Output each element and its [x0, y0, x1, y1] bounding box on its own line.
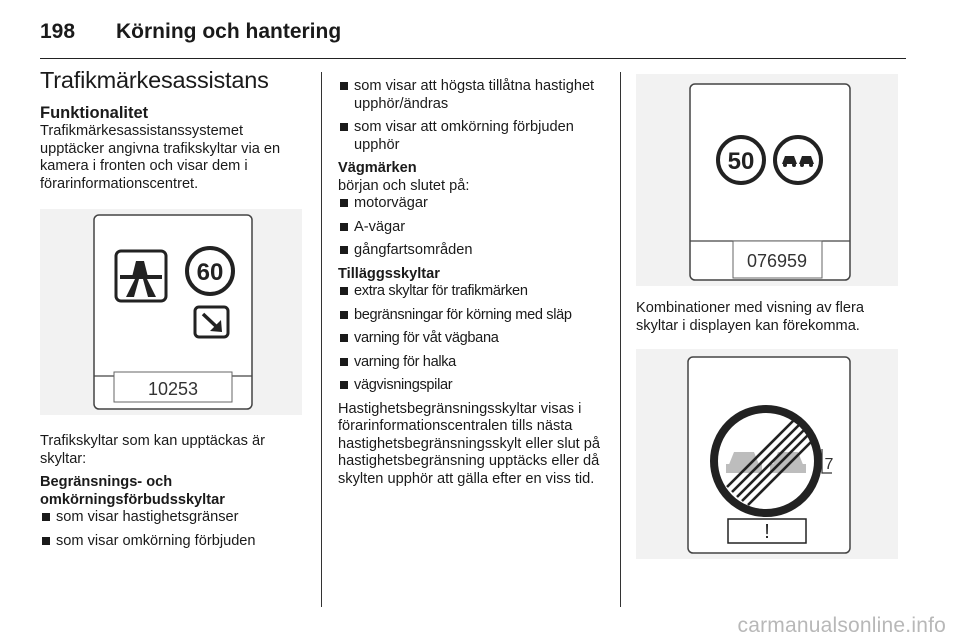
watermark-brand: carmanualsonline.info	[737, 614, 946, 637]
column-3	[636, 66, 898, 559]
motorway-sign-icon	[116, 251, 166, 301]
list-item: gångfartsområden	[338, 242, 604, 260]
subsection-heading: Funktionalitet	[40, 104, 149, 122]
direction-arrow-icon	[195, 307, 228, 337]
list-item: extra skyltar för trafikmärken	[338, 283, 604, 301]
column-divider	[321, 72, 322, 607]
odometer-value: 076959	[746, 251, 808, 271]
combination-paragraph: Kombinationer med visning av flera skyltar i displayen kan förekomma.	[636, 300, 864, 334]
warning-mark: !	[764, 521, 770, 543]
column-1	[40, 66, 302, 550]
display-illustration-motorway	[40, 209, 302, 415]
intro-paragraph: Trafikmärkesassistanssystemet upptäcker angivna trafikskyltar via en kamera i fronten och visar dem i förarinformationscentret.	[40, 123, 281, 192]
page-header	[40, 14, 906, 59]
extra-signs-label: Tilläggsskyltar	[338, 265, 440, 282]
list-item: varning för halka	[338, 354, 604, 372]
limit-signs-list-continued	[338, 78, 604, 154]
extra-signs-list	[338, 283, 604, 395]
list-item: som visar hastighetsgränser	[40, 509, 302, 527]
list-item: som visar att högsta tillåtna hastighet upphör/ändras	[338, 78, 604, 113]
limit-signs-list	[40, 509, 302, 550]
road-signs-text: början och slutet på:	[338, 177, 470, 194]
speed-limit-sign-icon	[187, 248, 233, 294]
end-of-no-overtaking-sign-icon	[714, 409, 818, 513]
detect-paragraph: Trafikskyltar som kan upptäckas är skyltar:	[40, 433, 265, 467]
road-signs-label: Vägmärken	[338, 160, 417, 176]
list-item: varning för våt vägbana	[338, 330, 604, 348]
road-signs-list	[338, 195, 604, 260]
no-overtaking-sign-icon	[775, 137, 821, 183]
display-illustration-end-no-overtaking	[636, 349, 898, 559]
speed-value: 60	[196, 259, 224, 286]
speed-value: 50	[727, 148, 755, 175]
display-illustration-combination	[636, 74, 898, 286]
column-divider	[620, 72, 621, 607]
list-item: A-vägar	[338, 219, 604, 237]
section-title: Körning och hantering	[116, 20, 342, 43]
side-value: 7	[824, 456, 834, 473]
odometer-value: 10253	[147, 379, 199, 399]
list-item: motorvägar	[338, 195, 604, 213]
list-item: som visar omkörning förbjuden	[40, 533, 302, 551]
list-item: begränsningar för körning med släp	[338, 307, 604, 325]
column-2	[338, 66, 604, 488]
article-title: Trafikmärkesassistans	[40, 67, 269, 93]
closing-paragraph: Hastighetsbegränsningsskyltar visas i förarinformationscentralen tills nästa hastighetsbegränsningsskylt eller slut på hastighetsbegränsning upptäcks eller då skylten upphör att gälla efter en viss tid.	[338, 400, 601, 487]
page-number: 198	[40, 20, 76, 43]
limit-signs-label: Begränsnings- och omkörningsförbudsskyltar	[40, 474, 225, 508]
list-item: vägvisningspilar	[338, 377, 604, 395]
list-item: som visar att omkörning förbjuden upphör	[338, 119, 604, 154]
speed-limit-sign-icon	[718, 137, 764, 183]
